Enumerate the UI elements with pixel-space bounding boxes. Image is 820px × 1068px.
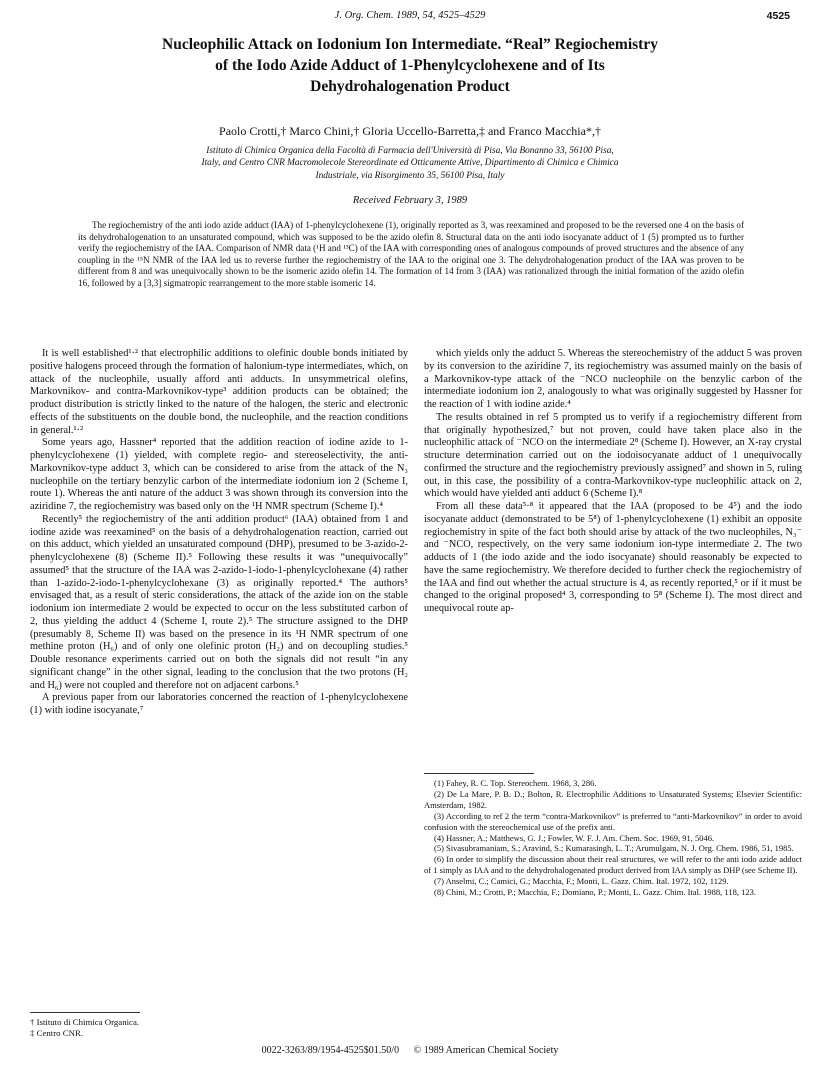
affiliation-line: Industriale, via Risorgimento 35, 56100 Pisa, Italy (315, 170, 505, 181)
affiliation-note: ‡ Centro CNR. (30, 1028, 84, 1038)
author-list: Paolo Crotti,† Marco Chini,† Gloria Uccello-Barretta,‡ and Franco Macchia*,† (219, 124, 601, 138)
body-paragraph: The results obtained in ref 5 prompted us to verify if a regiochemistry different from that originally hypothesized,⁷ but not proven, could have taken place also in the nucleophilic attack of ⁻NCO on the intermediate 2⁸ (Scheme I). However, an X-ray crystal structure determination carried out on the iodoisocyanate adduct of 1 unequivocally confirmed the structure and the regiochemistry previously assigned⁷ and shown in 5, ruling out, in this case, the possibility of a contra-Markovnikov-type nucleophilic attack on 2, which would have yielded anti adduct 6 (Scheme I).⁸ (424, 411, 802, 500)
body-paragraph: Recently⁵ the regiochemistry of the anti addition product⁶ (IAA) obtained from 1 and iodine azide was reexamined⁵ on the basis of a dehydrohalogenation reaction, carried out on this adduct, which yielded an unsaturated compound (DHP), presumed to be 3-azido-2-phenylcyclohexene (8) (Scheme II).⁵ Following these results it was “unequivocally” assumed⁵ that the structure of the IAA was 2-azido-1-iodo-1-phenylcyclohexane (4) rather than 1-azido-2-iodo-1-phenylcyclohexane (3) as originally reported.⁴ The authors⁵ envisaged that, as a result of steric considerations, the attack of the azide ion on the stable iodonium ion intermediate 2 would be expected to occur on the less substituted carbon of 2, thus yielding the adduct 4 (Scheme I, route 2).⁵ The structure assigned to the DHP (presumably 8, Scheme II) was based on the presence in its ¹H NMR spectrum of one methine proton (H₆) and of only one olefinic proton (H₂) and on decoupling studies.⁵ Double resonance experiments carried out on both the signals did not result “in any significant change” in the other signal, leading to the conclusion that the two protons (H₂ and H₆) were not coupled and therefore not on adjacent carbons.⁵ (30, 513, 408, 691)
title-line: Dehydrohalogenation Product (310, 78, 510, 95)
body-column-right (424, 348, 802, 616)
copyright-notice: © 1989 American Chemical Society (413, 1045, 559, 1056)
reference-footnotes (424, 778, 802, 898)
affiliation-notes (30, 1017, 408, 1039)
body-paragraph: It is well established¹·² that electrophilic additions to olefinic double bonds initiated by positive halogens proceed through the formation of halonium-type intermediates, which, on attack of the nucleophile, usually afford anti adducts. In unsymmetrical olefins, Markovnikov- and contra-Markovnikov-type³ addition products can be obtained; the product distribution is strictly linked to the nature of the halogen, the steric and electronic effects of the substituents on the double bond, the nucleophile, and the reaction conditions in general.¹·² (30, 348, 408, 436)
affiliation-note-divider (30, 1012, 140, 1013)
affiliation-line: Istituto di Chimica Organica della Facoltà di Farmacia dell'Università di Pisa, Via Bonanno 33, 56100 Pisa, (206, 146, 614, 156)
body-paragraph: which yields only the adduct 5. Whereas the stereochemistry of the adduct 5 was proven by its conversion to the aziridine 7, its regiochemistry was assumed mainly on the basis of a Markovnikov-type attack of the ⁻NCO nucleophile on the benzylic carbon of the intermediate iodonium ion 2, analogously to what was originally suggested by Hassner for the reaction of 1 with iodine azide.⁴ (424, 348, 802, 410)
footnote-divider (424, 773, 534, 774)
page-footer (0, 1045, 820, 1056)
running-head (0, 10, 820, 26)
affiliation (60, 145, 760, 182)
footnote: (1) Fahey, R. C. Top. Stereochem. 1968, 3, 286. (434, 778, 597, 788)
footnote: (7) Anselmi, C.; Camici, G.; Macchia, F.; Monti, L. Gazz. Chim. Ital. 1972, 102, 1129. (434, 876, 729, 887)
body-column-left (30, 348, 408, 718)
footnote: (2) De La Mare, P. B. D.; Bolton, R. Electrophilic Additions to Unsaturated Systems; Elsevier Scientific: Amsterdam, 1982. (424, 788, 802, 810)
page-number: 4525 (766, 10, 790, 22)
footnote: (6) In order to simplify the discussion about their real structures, we will refer to the anti iodo azide adduct of 1 simply as IAA and to the dehydrohalogenated product derived from IAA simply as DHP (see Scheme II). (424, 854, 802, 876)
title-line: of the Iodo Azide Adduct of 1-Phenylcyclohexene and of Its (215, 57, 605, 74)
footnote: (8) Chini, M.; Crotti, P.; Macchia, F.; Domiano, P.; Monti, L. Gazz. Chim. Ital. 1988, 118, 123. (434, 887, 756, 898)
affiliation-line: Italy, and Centro CNR Macromolecole Stereordinate ed Otticamente Attive, Dipartimento di Chimica e Chimica (201, 158, 619, 169)
article-title (60, 34, 760, 97)
footnote: (5) Sivasubramaniam, S.; Aravind, S.; Kumarasingh, L. T.; Arumulgam, N. J. Org. Chem. 1986, 51, 1985. (434, 843, 794, 854)
affiliation-note: † Istituto di Chimica Organica. (30, 1017, 140, 1027)
received-date: Received February 3, 1989 (352, 195, 468, 206)
title-line: Nucleophilic Attack on Iodonium Ion Intermediate. “Real” Regiochemistry (162, 36, 658, 53)
journal-citation: J. Org. Chem. 1989, 54, 4525–4529 (334, 10, 486, 21)
price-code: 0022-3263/89/1954-4525$01.50/0 (261, 1045, 400, 1056)
abstract-text: The regiochemistry of the anti iodo azide adduct (IAA) of 1-phenylcyclohexene (1), originally reported as 3, was reexamined and proposed to be the reversed one 4 on the basis of its dehydrohalogenation to an unsaturated compound, which was supposed to be the azido olefin 8. Structural data on the anti iodo isocyanate adduct of 1 (5) prompted us to further verify the regiochemistry of the IAA. Comparison of NMR data (¹H and ¹³C) of the IAA with corresponding ones of analogous compounds of proved structures and the absence of any coupling in the ¹⁵N NMR of the IAA led us to reverse further the regiochemistry of the IAA to the original one 3. The dehydrohalogenation product of the IAA was proven to be different from 8 and was unequivocally shown to be the isomeric azido olefin 14. The formation of 14 from 3 (IAA) was rationalized through the initial formation of the azido olefin 16, followed by a [3,3] sigmatropic rearrangement to the more stable isomeric 14. (78, 220, 744, 288)
body-paragraph: Some years ago, Hassner⁴ reported that the addition reaction of iodine azide to 1-phenylcyclohexene (1) yielded, with complete regio- and stereoselectivity, the anti-Markovnikov-type adduct 3, which can be considered to arise from the attack of the N₃ nucleophile on the tertiary benzylic carbon of the intermediate iodonium ion 2 (Scheme I, route 1). Whereas the anti nature of the adduct 3 was shown through its conversion into the aziridine 7, the regiochemistry was based only on the ¹H NMR spectrum (Scheme I).⁴ (30, 437, 408, 512)
abstract (78, 220, 744, 290)
footnote: (3) According to ref 2 the term “contra-Markovnikov” is preferred to “anti-Markovnikov” in order to avoid confusion with the stereochemical use of the prefix anti. (424, 810, 802, 832)
body-paragraph: From all these data⁵·⁸ it appeared that the IAA (proposed to be 4⁵) and the iodo isocyanate adduct (demonstrated to be 5⁸) of 1-phenylcyclohexene (1) exhibit an opposite regiochemistry in spite of the fact both should arise by attack of the two nucleophiles, N₃⁻ and ⁻NCO, respectively, on the very same iodonium ion-type intermediate 2. The two adducts of 1 (the iodo azide and the iodo isocyanate) should reasonably be expected to have the same regiochemistry. We therefore decided to further check the regiochemistry of the IAA and find out whether the actual structure is 4, as recently reported,⁵ or if it must be changed to the original proposed⁴ 3, corresponding to 5⁸ (Scheme I). The most direct and unequivocal route ap- (424, 501, 802, 614)
body-paragraph: A previous paper from our laboratories concerned the reaction of 1-phenylcyclohexene (1) with iodine isocyanate,⁷ (30, 692, 408, 716)
footnote: (4) Hassner, A.; Matthews, G. J.; Fowler, W. F. J. Am. Chem. Soc. 1969, 91, 5046. (434, 832, 715, 843)
